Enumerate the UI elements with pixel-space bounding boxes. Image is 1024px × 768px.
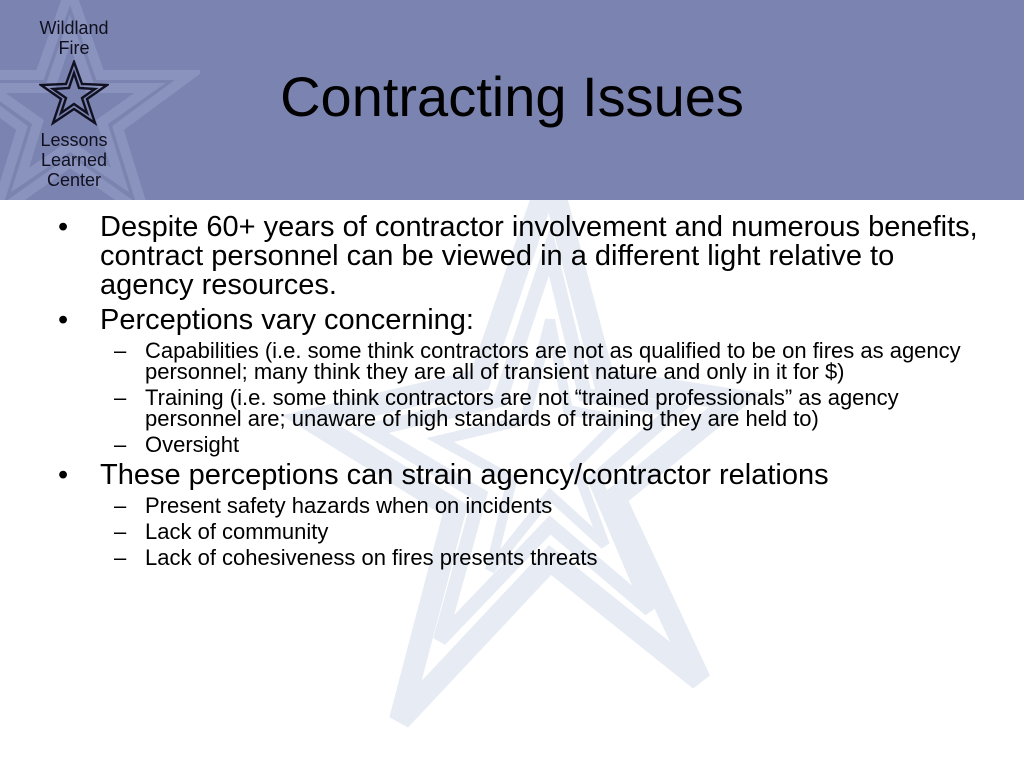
sub-bullet-marker: – [114,385,127,410]
logo-text-line: Learned [40,150,108,170]
logo-text-line: Wildland [39,18,109,38]
sub-bullet-text: Lack of cohesiveness on fires presents threats [145,545,598,570]
sub-bullet-marker: – [114,493,127,518]
sub-bullet-item [58,495,978,516]
slide-title: Contracting Issues [280,65,744,128]
sub-bullet-text: Oversight [145,432,240,457]
bullet-marker: • [58,459,69,491]
sub-bullet-item [58,340,978,382]
sub-bullet-marker: – [114,338,127,363]
bullet-text: These perceptions can strain agency/contractor relations [100,459,829,491]
bullet-item [58,306,978,335]
bullet-text: Perceptions vary concerning: [100,304,474,336]
bullet-marker: • [58,304,69,336]
sub-bullet-item [58,547,978,568]
logo-text-line: Center [46,170,102,190]
sub-bullet-marker: – [114,545,127,570]
bullet-item [58,213,978,300]
bullet-marker: • [58,211,69,243]
sub-bullet-item [58,521,978,542]
bullet-item [58,461,978,490]
sub-bullet-text: Capabilities (i.e. some think contractors are not as qualified to be on fires as agency personnel; many think they are all of transient nature and only in it for $) [145,338,961,384]
logo-text-line: Fire [58,38,90,58]
logo-text-line: Lessons [40,130,108,150]
sub-bullet-text: Training (i.e. some think contractors are not “trained professionals” as agency personnel are; unaware of high standards of training they are held to) [145,385,899,431]
title-banner [0,0,1024,200]
sub-bullet-item [58,387,978,429]
sub-bullet-text: Present safety hazards when on incidents [145,493,553,518]
sub-bullet-item [58,434,978,455]
sub-bullet-marker: – [114,519,127,544]
bullet-text: Despite 60+ years of contractor involvement and numerous benefits, contract personnel can be viewed in a different light relative to agency resources. [100,211,978,301]
slide-body [58,213,978,568]
sub-bullet-marker: – [114,432,127,457]
sub-bullet-text: Lack of community [145,519,329,544]
